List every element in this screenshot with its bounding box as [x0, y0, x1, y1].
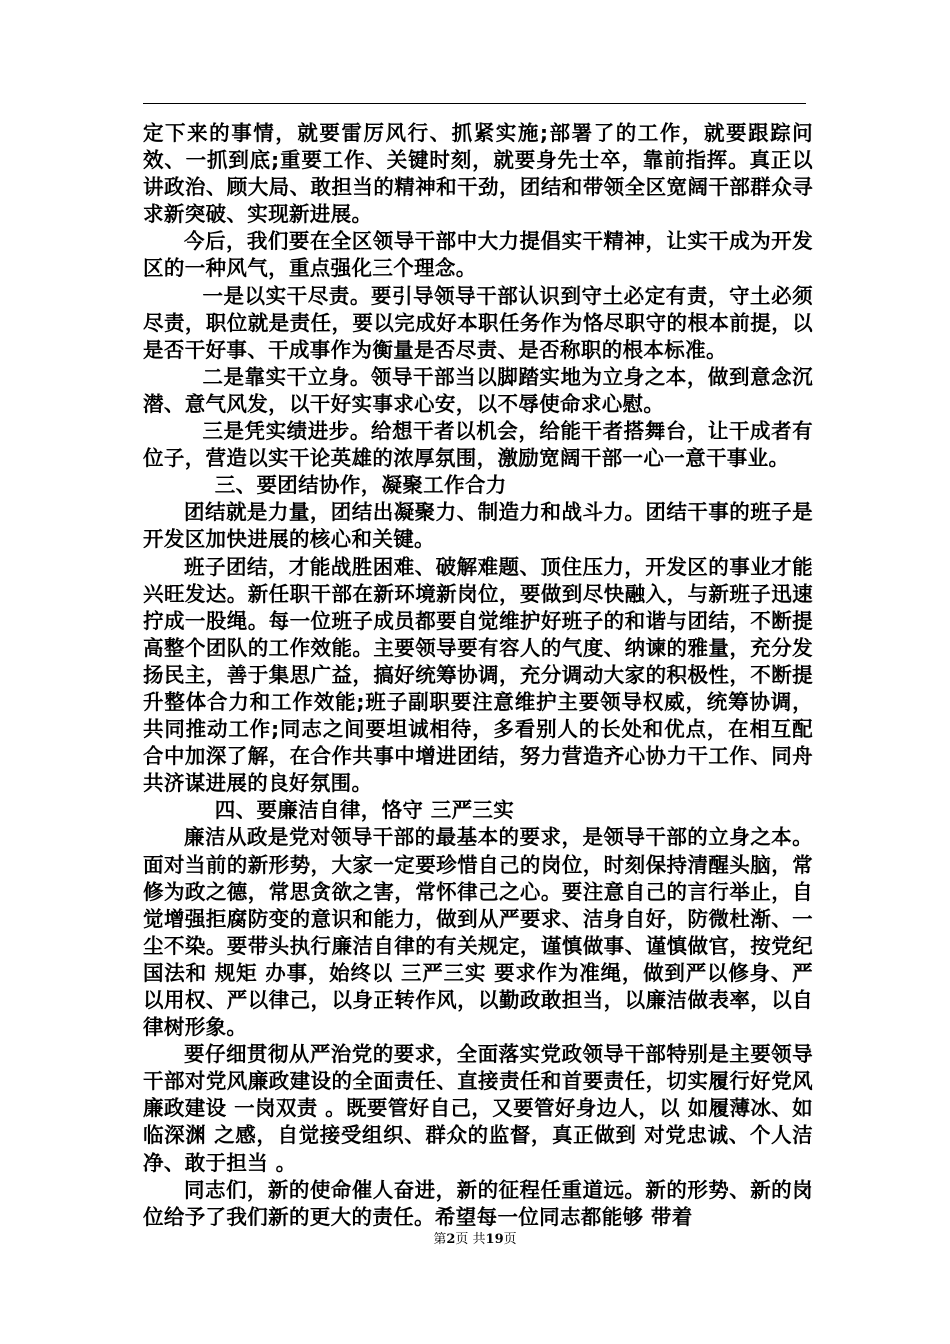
paragraph: 班子团结，才能战胜困难、破解难题、顶住压力，开发区的事业才能兴旺发达。新任职干部在新环境新岗位，要做到尽快融入，与新班子迅速拧成一股绳。每一位班子成员都要自觉维护好班子的和谐与团结，不断提高整个团队的工作效能。主要领导要有容人的气度、纳谏的雅量，充分发扬民主，善于集思广益，搞好统筹协调，充分调动大家的积极性，不断提升整体合力和工作效能;班子副职要注意维护主要领导权威，统筹协调，共同推动工作;同志之间要坦诚相待，多看别人的长处和优点，在相互配合中加深了解，在合作共事中增进团结，努力营造齐心协力干工作、同舟共济谋进展的良好氛围。	[143, 554, 813, 796]
paragraph: 廉洁从政是党对领导干部的最基本的要求，是领导干部的立身之本。面对当前的新形势，大家一定要珍惜自己的岗位，时刻保持清醒头脑，常修为政之德，常思贪欲之害，常怀律己之心。要注意自己的言行举止，自觉增强拒腐防变的意识和能力，做到从严要求、洁身自好，防微杜渐、一尘不染。要带头执行廉洁自律的有关规定，谨慎做事、谨慎做官，按党纪国法和 规矩 办事，始终以 三严三实 要求作为准绳，做到严以修身、严以用权、严以律己，以身正转作风，以勤政敢担当，以廉洁做表率，以自律树形象。	[143, 825, 813, 1040]
paragraph: 今后，我们要在全区领导干部中大力提倡实干精神，让实干成为开发区的一种风气，重点强化三个理念。	[143, 229, 813, 281]
footer-middle: 页 共	[455, 1232, 486, 1247]
paragraph: 团结就是力量，团结出凝聚力、制造力和战斗力。团结干事的班子是开发区加快进展的核心和关键。	[143, 500, 813, 552]
footer-total-pages: 19	[485, 1232, 504, 1247]
footer-suffix: 页	[503, 1232, 517, 1247]
paragraph: 三、要团结协作，凝聚工作合力	[214, 473, 507, 498]
paragraph: 要仔细贯彻从严治党的要求，全面落实党政领导干部特别是主要领导干部对党风廉政建设的全面责任、直接责任和首要责任，切实履行好党风廉政建设 一岗双责 。既要管好自己，又要管好身边人，以 如履薄冰、如临深渊 之感，自觉接受组织、群众的监督，真正做到 对党忠诚、个人洁净、敢于担当 。	[143, 1042, 813, 1175]
paragraph: 二是靠实干立身。领导干部当以脚踏实地为立身之本，做到意念沉潜、意气风发，以干好实事求心安，以不辱使命求心慰。	[143, 364, 813, 416]
paragraph: 四、要廉洁自律，恪守 三严三实	[214, 798, 515, 823]
paragraph: 一是以实干尽责。要引导领导干部认识到守土必定有责，守土必须尽责，职位就是责任，要以完成好本职任务作为恪尽职守的根本前提，以是否干好事、干成事作为衡量是否尽责、是否称职的根本标准。	[143, 283, 813, 362]
paragraph: 同志们，新的使命催人奋进，新的征程任重道远。新的形势、新的岗位给予了我们新的更大的责任。希望每一位同志都能够 带着	[143, 1177, 813, 1229]
footer-prefix: 第	[433, 1232, 447, 1247]
paragraph: 定下来的事情，就要雷厉风行、抓紧实施;部署了的工作，就要跟踪问效、一抓到底;重要工作、关键时刻，就要身先士卒，靠前指挥。真正以讲政治、顾大局、敢担当的精神和干劲，团结和带领全区宽阔干部群众寻求新突破、实现新进展。	[143, 121, 813, 227]
paragraph: 三是凭实绩进步。给想干者以机会，给能干者搭舞台，让干成者有位子，营造以实干论英雄的浓厚氛围，激励宽阔干部一心一意干事业。	[143, 419, 813, 471]
header-rule	[143, 103, 806, 104]
footer-current-page: 2	[446, 1232, 456, 1247]
page-footer	[0, 1228, 950, 1247]
body-text	[143, 120, 813, 1231]
